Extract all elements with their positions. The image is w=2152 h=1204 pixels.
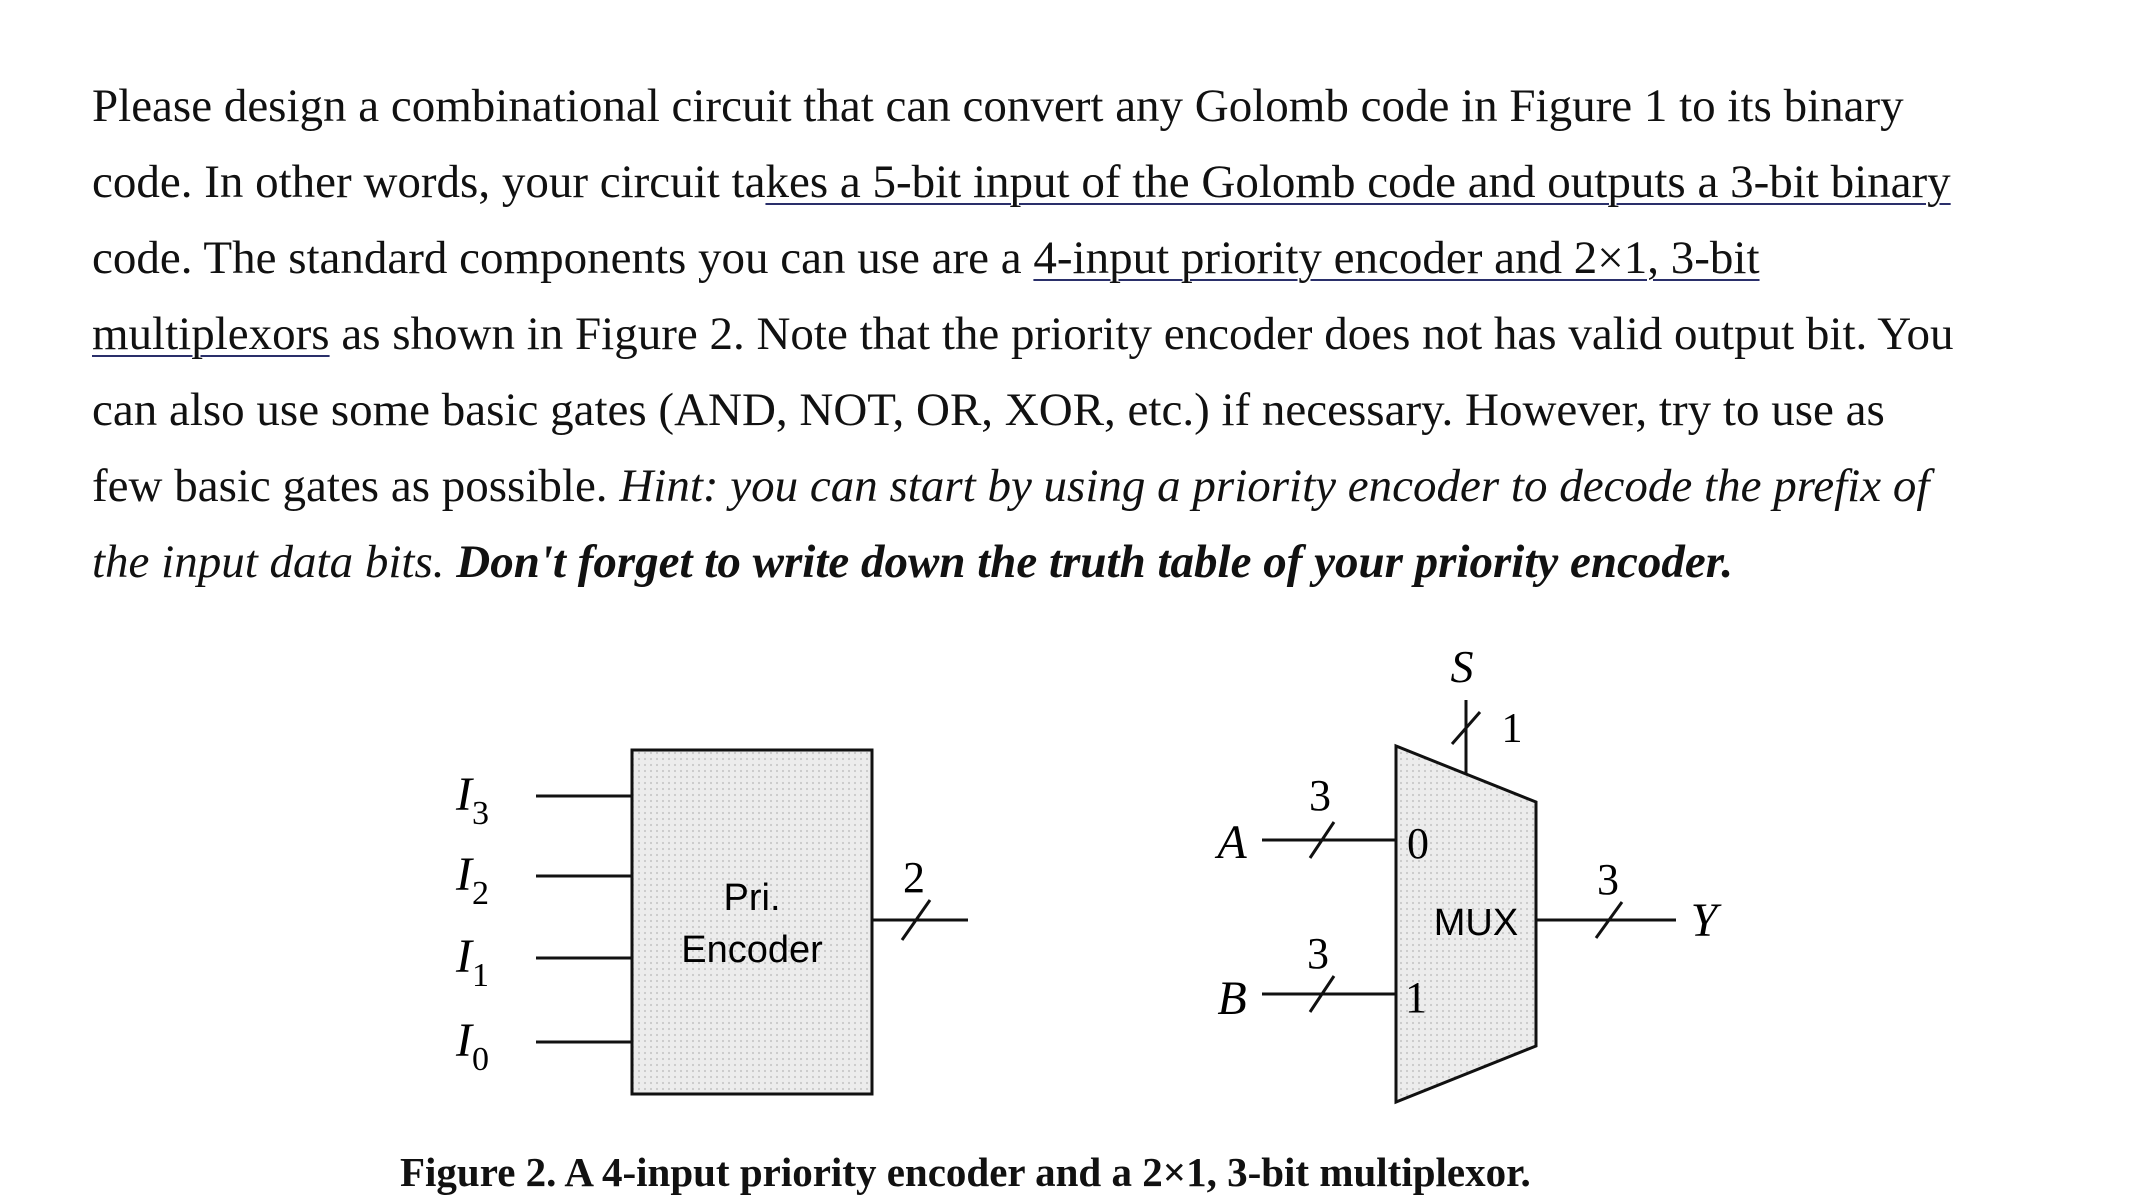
line-6-text-a: few basic gates as possible. — [92, 460, 620, 512]
line-4-text-b: as shown in Figure 2. Note that the priority encoder does not has valid output bit. You — [329, 308, 1954, 360]
priority-encoder — [455, 750, 968, 1094]
line-5-text: can also use some basic gates (AND, NOT, OR, XOR, etc.) if necessary. However, try to use as — [92, 384, 1885, 436]
line-7-hint-text: the input data bits. — [92, 536, 457, 588]
hint-text: Hint: you can start by using a priority encoder to decode the prefix of — [619, 460, 1930, 512]
mux-input-a-label: A — [1217, 816, 1247, 869]
line-4-underlined-text: multiplexors — [92, 308, 330, 360]
encoder-output-width: 2 — [903, 853, 925, 902]
line-2-text-a: code. In other words, your circuit ta — [92, 156, 766, 208]
line-3-text-a: code. The standard components you can use are a — [92, 232, 1034, 284]
mux-input-a-width: 3 — [1309, 771, 1331, 820]
encoder-box — [632, 750, 872, 1094]
mux-label: MUX — [1433, 902, 1519, 944]
multiplexer — [1214, 641, 1721, 1102]
mux-input-b-label: B — [1217, 972, 1247, 1025]
truth-table-instruction: Don't forget to write down the truth table of your priority encoder. — [456, 536, 1734, 588]
encoder-input-label-0: $I_0$ — [456, 1014, 489, 1078]
mux-port-0-label: 0 — [1407, 819, 1429, 868]
line-3-underlined-text: 4-input priority encoder and 2×1, 3-bit — [1033, 232, 1760, 284]
line-2-underlined-text: kes a 5-bit input of the Golomb code and outputs a 3-bit binary — [765, 156, 1951, 208]
line-1-text: Please design a combinational circuit that can convert any Golomb code in Figure 1 to its binary — [92, 80, 1904, 132]
mux-select-label: S — [1450, 641, 1474, 692]
encoder-input-label-1: $I_1$ — [456, 930, 489, 994]
encoder-input-label-3: $I_3$ — [456, 768, 489, 832]
figure-caption: Figure 2. A 4-input priority encoder and a 2×1, 3-bit multiplexor. — [400, 1149, 1531, 1195]
encoder-label-encoder: Encoder — [681, 929, 823, 971]
mux-output-label: Y — [1690, 894, 1718, 947]
mux-output-width: 3 — [1597, 855, 1619, 904]
mux-port-1-label: 1 — [1405, 973, 1427, 1022]
encoder-input-label-2: $I_2$ — [456, 848, 489, 912]
mux-select-width: 1 — [1501, 706, 1523, 752]
mux-input-b-width: 3 — [1307, 929, 1329, 978]
encoder-label-pri: Pri. — [723, 877, 781, 919]
